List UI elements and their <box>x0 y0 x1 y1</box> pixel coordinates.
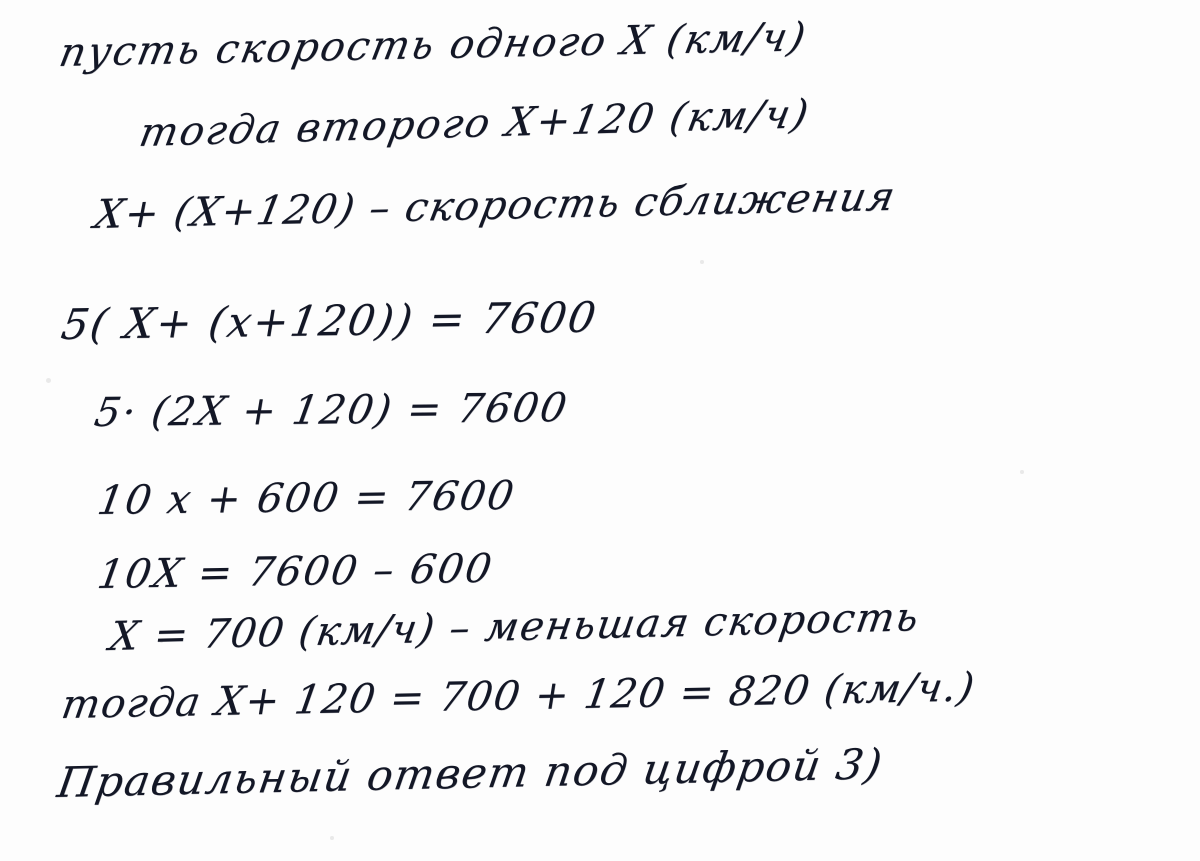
solution-line-final-answer: Правильный ответ под цифрой 3) <box>54 739 887 807</box>
paper-speck <box>700 260 704 264</box>
paper-speck <box>1020 470 1024 474</box>
solution-line-equation-2: 5· (2X + 120) = 7600 <box>91 385 572 436</box>
solution-line-closing-speed: X+ (X+120) – скорость сближения <box>90 173 900 238</box>
solution-line-second-speed: тогда X+ 120 = 700 + 120 = 820 (км/ч.) <box>58 664 979 728</box>
solution-line-equation-3: 10 x + 600 = 7600 <box>94 472 519 524</box>
solution-line-equation-5: X = 700 (км/ч) – меньшая скорость <box>106 594 923 660</box>
paper-speck <box>46 378 51 383</box>
solution-line-equation-1: 5( X+ (x+120)) = 7600 <box>58 292 602 349</box>
solution-line-equation-4: 10X = 7600 – 600 <box>94 545 497 598</box>
solution-line-given-speed-first: пусть скорость одного Х (км/ч) <box>55 14 811 76</box>
paper-speck <box>330 836 334 840</box>
solution-line-given-speed-second: тогда второго X+120 (км/ч) <box>135 91 814 156</box>
